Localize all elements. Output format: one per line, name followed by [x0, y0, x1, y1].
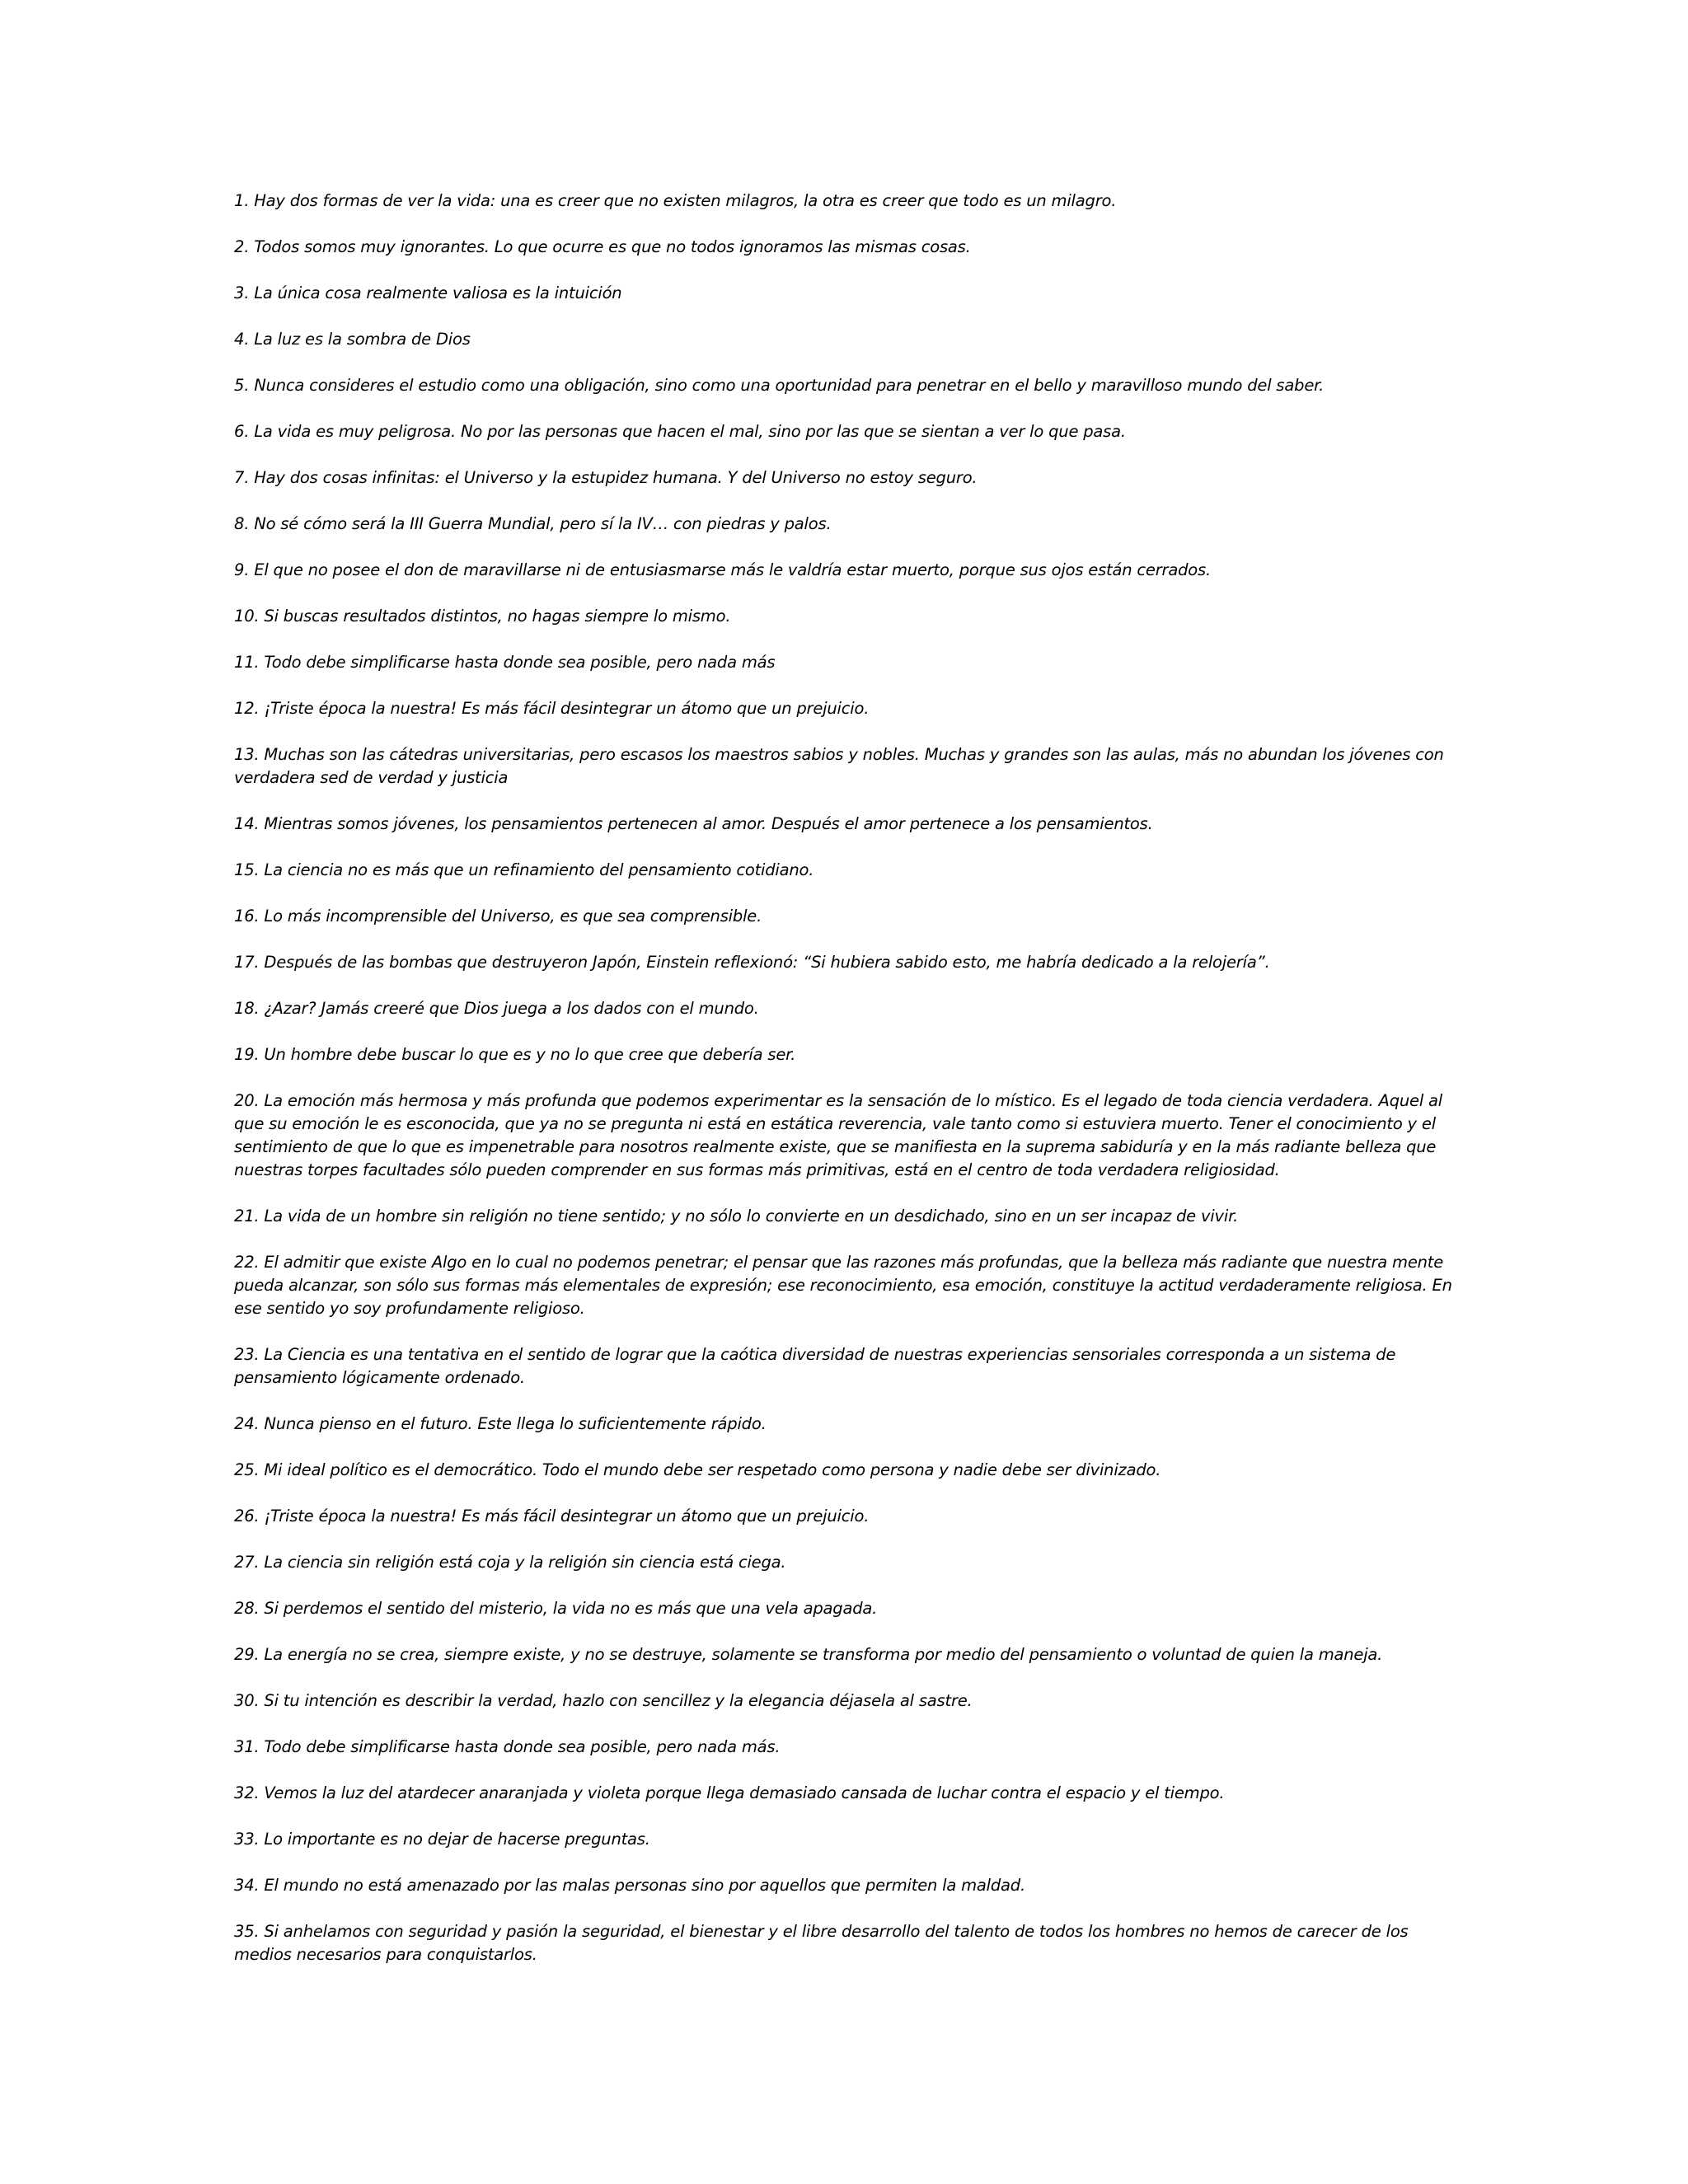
quote-item: 19. Un hombre debe buscar lo que es y no lo que cree que debería ser.	[234, 1045, 796, 1064]
quote-item: 34. El mundo no está amenazado por las malas personas sino por aquellos que permiten la maldad.	[234, 1876, 1025, 1895]
quote-item: 22. El admitir que existe Algo en lo cual no podemos penetrar; el pensar que las razones más profundas, que la belleza más radiante que nuestra mente pueda alcanzar, son sólo sus formas más elementales de expresión; ese reconocimiento, esa emoción, constituye la actitud verdaderamente religiosa. En ese sentido yo soy profundamente religioso.	[234, 1253, 1452, 1318]
quote-item: 31. Todo debe simplificarse hasta donde sea posible, pero nada más.	[234, 1737, 781, 1756]
quote-item: 5. Nunca consideres el estudio como una obligación, sino como una oportunidad para penetrar en el bello y maravilloso mundo del saber.	[234, 376, 1325, 395]
quote-item: 10. Si buscas resultados distintos, no hagas siempre lo mismo.	[234, 607, 731, 626]
quote-item: 23. La Ciencia es una tentativa en el sentido de lograr que la caótica diversidad de nuestras experiencias sensoriales corresponda a un sistema de pensamiento lógicamente ordenado.	[234, 1345, 1396, 1387]
quote-item: 28. Si perdemos el sentido del misterio, la vida no es más que una vela apagada.	[234, 1599, 878, 1618]
quote-item: 8. No sé cómo será la III Guerra Mundial, pero sí la IV… con piedras y palos.	[234, 514, 832, 533]
quote-item: 20. La emoción más hermosa y más profunda que podemos experimentar es la sensación de lo místico. Es el legado de toda ciencia verdadera. Aquel al que su emoción le es esconocida, que ya no se pregunta ni está en estática reverencia, vale tanto como si estuviera muerto. Tener el conocimiento y el sentimiento de que lo que es impenetrable para nosotros realmente existe, que se manifiesta en la suprema sabiduría y en la más radiante belleza que nuestras torpes facultades sólo pueden comprender en sus formas más primitivas, está en el centro de toda verdadera religiosidad.	[234, 1091, 1443, 1179]
quote-item: 7. Hay dos cosas infinitas: el Universo y la estupidez humana. Y del Universo no estoy seguro.	[234, 468, 978, 487]
quote-item: 30. Si tu intención es describir la verdad, hazlo con sencillez y la elegancia déjasela al sastre.	[234, 1691, 973, 1710]
quote-item: 24. Nunca pienso en el futuro. Este llega lo suficientemente rápido.	[234, 1414, 767, 1433]
quote-item: 11. Todo debe simplificarse hasta donde sea posible, pero nada más	[234, 653, 776, 672]
quote-item: 14. Mientras somos jóvenes, los pensamientos pertenecen al amor. Después el amor pertenece a los pensamientos.	[234, 814, 1153, 833]
quote-item: 21. La vida de un hombre sin religión no tiene sentido; y no sólo lo convierte en un desdichado, sino en un ser incapaz de vivir.	[234, 1207, 1239, 1226]
quote-item: 32. Vemos la luz del atardecer anaranjada y violeta porque llega demasiado cansada de luchar contra el espacio y el tiempo.	[234, 1783, 1225, 1802]
quote-item: 12. ¡Triste época la nuestra! Es más fácil desintegrar un átomo que un prejuicio.	[234, 699, 870, 718]
quote-item: 33. Lo importante es no dejar de hacerse preguntas.	[234, 1830, 650, 1849]
quote-item: 17. Después de las bombas que destruyeron Japón, Einstein reflexionó: “Si hubiera sabido esto, me habría dedicado a la relojería”.	[234, 953, 1270, 972]
quote-item: 1. Hay dos formas de ver la vida: una es creer que no existen milagros, la otra es creer que todo es un milagro.	[234, 191, 1117, 210]
quote-item: 29. La energía no se crea, siempre existe, y no se destruye, solamente se transforma por medio del pensamiento o voluntad de quien la maneja.	[234, 1645, 1383, 1664]
quote-item: 27. La ciencia sin religión está coja y la religión sin ciencia está ciega.	[234, 1553, 786, 1572]
quote-item: 35. Si anhelamos con seguridad y pasión la seguridad, el bienestar y el libre desarrollo del talento de todos los hombres no hemos de carecer de los medios necesarios para conquistarlos.	[234, 1922, 1409, 1964]
quote-item: 2. Todos somos muy ignorantes. Lo que ocurre es que no todos ignoramos las mismas cosas.	[234, 237, 971, 256]
quote-item: 4. La luz es la sombra de Dios	[234, 330, 471, 349]
quote-item: 18. ¿Azar? Jamás creeré que Dios juega a los dados con el mundo.	[234, 999, 759, 1018]
quote-item: 13. Muchas son las cátedras universitarias, pero escasos los maestros sabios y nobles. Muchas y grandes son las aulas, más no abundan los jóvenes con verdadera sed de verdad y justicia	[234, 745, 1444, 787]
quote-item: 26. ¡Triste época la nuestra! Es más fácil desintegrar un átomo que un prejuicio.	[234, 1507, 870, 1526]
quote-item: 6. La vida es muy peligrosa. No por las personas que hacen el mal, sino por las que se sientan a ver lo que pasa.	[234, 422, 1126, 441]
quote-item: 16. Lo más incomprensible del Universo, es que sea comprensible.	[234, 907, 762, 926]
quote-item: 25. Mi ideal político es el democrático. Todo el mundo debe ser respetado como persona y nadie debe ser divinizado.	[234, 1460, 1161, 1479]
quote-item: 15. La ciencia no es más que un refinamiento del pensamiento cotidiano.	[234, 860, 814, 879]
quote-item: 3. La única cosa realmente valiosa es la intuición	[234, 284, 622, 302]
quote-item: 9. El que no posee el don de maravillarse ni de entusiasmarse más le valdría estar muerto, porque sus ojos están cerrados.	[234, 560, 1211, 579]
quote-list	[234, 190, 1462, 1990]
